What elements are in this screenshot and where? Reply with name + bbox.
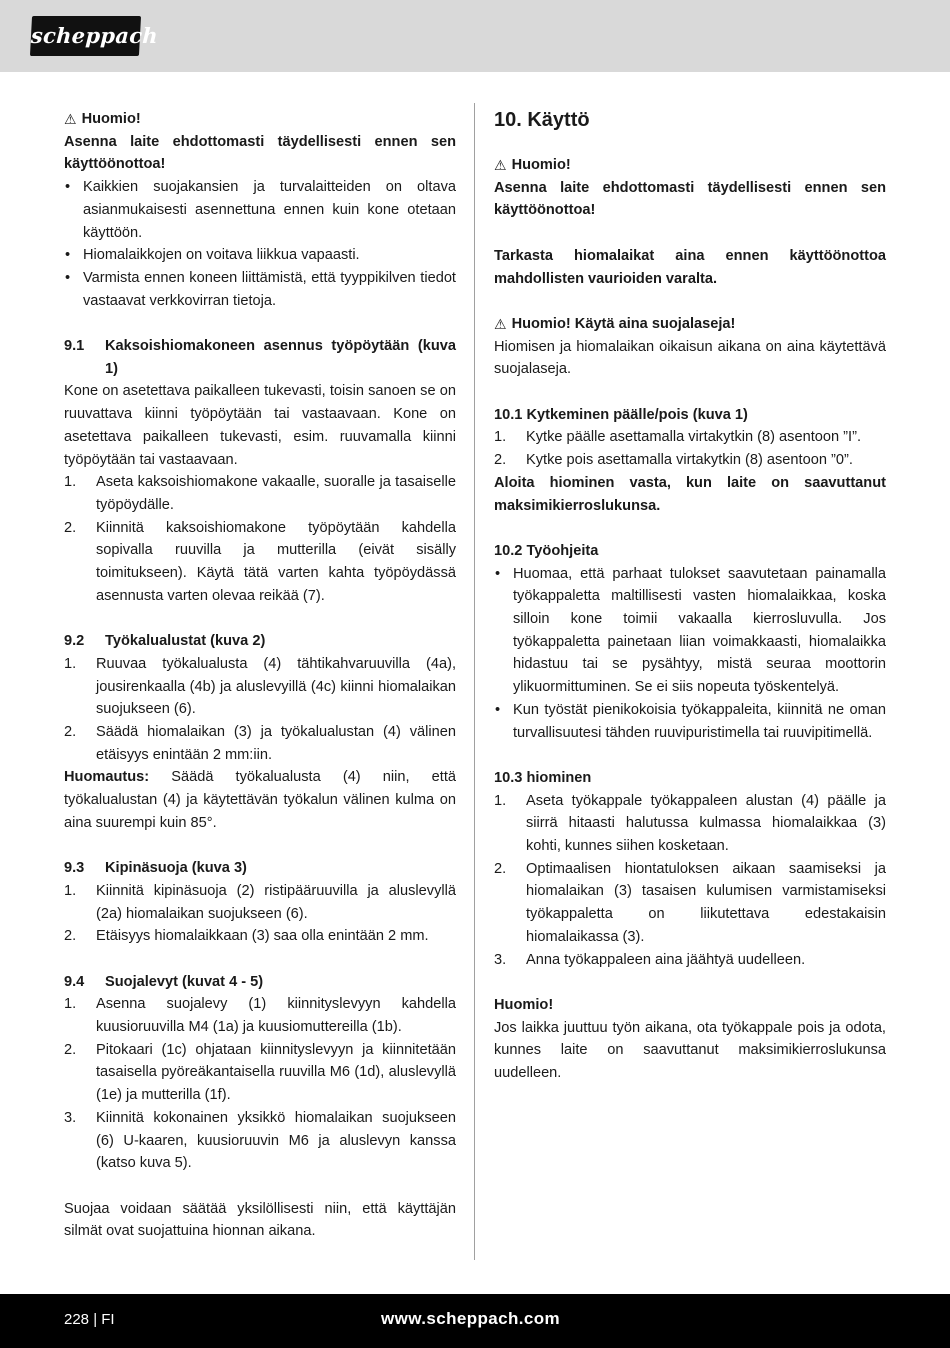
section-number: 9.1 — [64, 338, 85, 355]
list-item: 2. Kiinnitä kaksoishiomakone työpöytään kahdella sopivalla ruuvilla ja mutterilla (eivät sisälly toimitukseen). Käytä tätä varten kahta työpöydässä asennusta varten olevaa reikää (7). — [64, 519, 456, 604]
list-item: • Hiomalaikkojen on voitava liikkua vapaasti. — [64, 244, 456, 267]
closing-paragraph: Suojaa voidaan säätää yksilöllisesti niin, että käyttäjän silmät ovat suojattuina hionnan aikana. — [64, 1200, 456, 1240]
warning-title: Huomio! — [81, 111, 141, 127]
warning-heading — [64, 108, 456, 131]
numbered-list — [64, 993, 456, 1175]
inspection-note: Tarkasta hiomalaikat aina ennen käyttöönottoa mahdollisten vaurioiden varalta. — [494, 247, 886, 287]
right-column — [494, 108, 886, 1085]
final-warning-title: Huomio! — [494, 996, 554, 1013]
bold-note: Aloita hiominen vasta, kun laite on saavuttanut maksimikierroslukunsa. — [494, 474, 886, 514]
section-heading-10-2 — [494, 540, 886, 563]
section-heading-9-4 — [64, 971, 456, 994]
list-item: • Varmista ennen koneen liittämistä, että tyyppikilven tiedot vastaavat verkkovirran tietoja. — [64, 267, 456, 312]
numbered-list — [64, 880, 456, 948]
list-item: 3. Anna työkappaleen aina jäähtyä uudelleen. — [494, 951, 806, 968]
warning-text: Asenna laite ehdottomasti täydellisesti ennen sen käyttöönottoa! — [64, 133, 456, 173]
section-title: Kaksoishiomakoneen asennus työpöytään (kuva 1) — [105, 338, 456, 377]
scheppach-logo: scheppach — [30, 16, 141, 56]
warning-triangle-icon: ⚠ — [494, 315, 507, 332]
section-title: 10.3 hiominen — [494, 769, 592, 786]
list-item: 2. Etäisyys hiomalaikkaan (3) saa olla enintään 2 mm. — [64, 928, 429, 945]
list-item: 2. Säädä hiomalaikan (3) ja työkalualustan (4) välinen etäisyys enintään 2 mm:iin. — [64, 723, 456, 763]
warning-text: Hiomisen ja hiomalaikan oikaisun aikana on aina käytettävä suojalaseja. — [494, 338, 886, 378]
section-number: 9.3 — [64, 860, 85, 877]
list-item: 1. Ruuvaa työkalualusta (4) tähtikahvaruuvilla (4a), jousirenkaalla (4b) ja aluslevyillä (4c) kiinni hiomalaikan suojukseen (6). — [64, 655, 456, 718]
website-link[interactable]: www.scheppach.com — [381, 1309, 561, 1328]
note-paragraph — [64, 766, 456, 834]
list-item: • Kaikkien suojakansien ja turvalaitteiden on oltava asianmukaisesti asennettuna ennen kuin kone otetaan käyttöön. — [64, 176, 456, 244]
list-item: 3. Kiinnitä kokonainen yksikkö hiomalaikan suojukseen (6) U-kaaren, kuusioruuvin M6 ja aluslevyn kanssa (katso kuva 5). — [64, 1109, 456, 1172]
safety-bullet-list — [64, 176, 456, 312]
section-title: Työkalualustat (kuva 2) — [105, 633, 266, 650]
section-number: 9.2 — [64, 633, 85, 650]
paragraph: Kone on asetettava paikalleen tukevasti, toisin sanoen se on ruuvattava kiinni työpöytään tai vastaavaan. Kone on asetettava paikalleen tukevasti, esim. ruuvamalla kiinni työpöytään tai vastaavaan. — [64, 383, 456, 468]
section-number: 9.4 — [64, 973, 85, 990]
section-title: Suojalevyt (kuvat 4 - 5) — [105, 973, 264, 990]
warning-triangle-icon: ⚠ — [494, 157, 507, 173]
warning-title: Huomio! — [511, 157, 571, 173]
numbered-list — [64, 471, 456, 607]
section-heading-9-3 — [64, 857, 456, 880]
section-title: Kipinäsuoja (kuva 3) — [105, 860, 247, 877]
list-item: 2. Optimaalisen hiontatuloksen aikaan saamiseksi ja hiomalaikan (3) tasaisen kulumisen varmistamiseksi työkappaletta on liikutettava edestakaisin hiomalaikassa (3). — [494, 860, 886, 945]
warning-title: Huomio! Käytä aina suojalaseja! — [511, 315, 736, 332]
warning-heading — [494, 313, 886, 336]
list-item: 1. Kiinnitä kipinäsuoja (2) ristipääruuvilla ja aluslevyllä (2a) hiomalaikan suojukseen (6). — [64, 882, 456, 922]
list-item: 1. Asenna suojalevy (1) kiinnityslevyyn kahdella kuusioruuvilla M4 (1a) ja kuusiomuttereilla (1b). — [64, 996, 456, 1036]
section-heading-9-1 — [64, 335, 456, 380]
list-item: 1. Kytke päälle asettamalla virtakytkin (8) asentoon ”I”. — [494, 429, 861, 446]
header-bar — [0, 0, 950, 72]
chapter-heading: 10. Käyttö — [494, 109, 590, 131]
numbered-list — [494, 790, 886, 972]
list-item: • Kun työstät pienikokoisia työkappaleita, kiinnitä ne oman turvallisuutesi tähden ruuvipuristimella tai ruuvipitimellä. — [494, 699, 886, 744]
final-warning-text: Jos laikka juuttuu työn aikana, ota työkappale pois ja odota, kunnes laite on saavuttanut maksimikierroslukunsa uudelleen. — [494, 1019, 886, 1082]
note-label: Huomautus: — [64, 769, 150, 786]
footer-bar — [0, 1294, 950, 1348]
section-heading-10-3 — [494, 767, 886, 790]
note-text: Säädä työkalualusta (4) niin, että työkalualustan (4) ja käytettävän työkalun välinen kulma on aina suurempi kuin 85°. — [64, 769, 456, 831]
list-item: 1. Aseta työkappale työkappaleen alustan (4) päälle ja siirrä hitaasti halutussa kulmassa hiomalaikkaa (3) kohti, kunnes siihen kosketaan. — [494, 792, 886, 855]
warning-heading — [494, 154, 886, 177]
numbered-list — [64, 653, 456, 767]
column-divider — [474, 103, 475, 1260]
section-title: 10.1 Kytkeminen päälle/pois (kuva 1) — [494, 406, 748, 423]
left-column — [64, 108, 456, 1243]
section-heading-10-1 — [494, 404, 886, 427]
list-item: • Huomaa, että parhaat tulokset saavutetaan painamalla työkappaletta maltillisesti vasten hiomalaikkaa, koska silloin kone toimii vakaalla kierrosluvulla. Jos työkappaletta painetaan liian voimakkaasti, hiomalaikka hidastuu tai se pysähtyy, mistä seuraa moottorin ylikuormittuminen. Se ei siis nopeuta työskentelyä. — [494, 563, 886, 699]
section-title: 10.2 Työohjeita — [494, 542, 599, 559]
bullet-list — [494, 563, 886, 745]
warning-triangle-icon: ⚠ — [64, 111, 77, 127]
numbered-list — [494, 426, 886, 471]
list-item: 2. Kytke pois asettamalla virtakytkin (8) asentoon ”0”. — [494, 452, 853, 469]
warning-text: Asenna laite ehdottomasti täydellisesti ennen sen käyttöönottoa! — [494, 179, 886, 219]
section-heading-9-2 — [64, 630, 456, 653]
list-item: 2. Pitokaari (1c) ohjataan kiinnityslevyyn ja kiinnitetään tasaisella pyöreäkantaisella ruuvilla M6 (1d), aluslevyllä (1e) ja mutterilla (1f). — [64, 1041, 456, 1104]
list-item: 1. Aseta kaksoishiomakone vakaalle, suoralle ja tasaiselle työpöydälle. — [64, 474, 456, 513]
page-number: 228 | FI — [64, 1311, 115, 1328]
